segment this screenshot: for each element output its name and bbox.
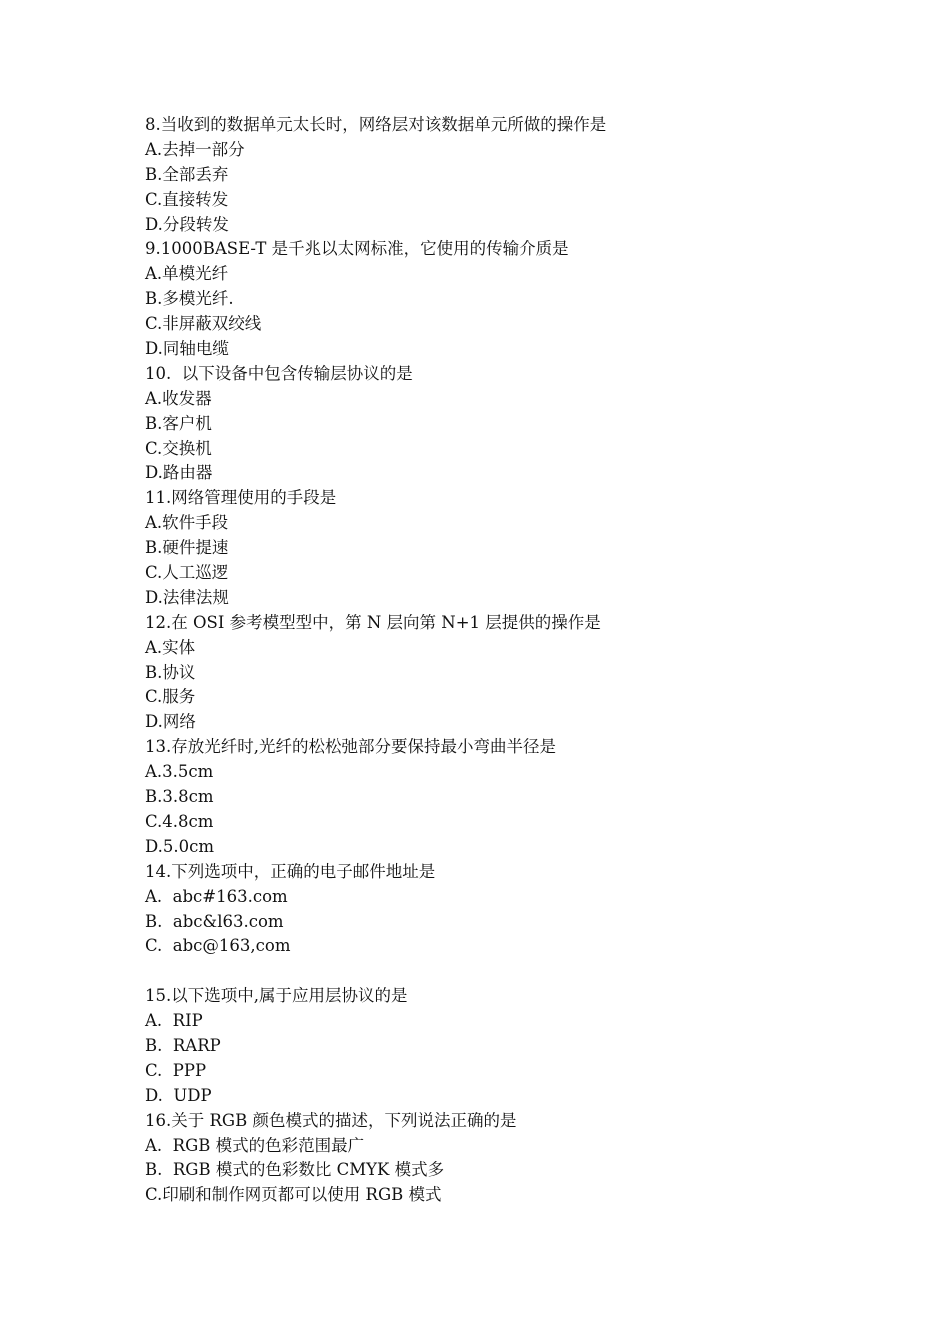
option-b: B.多模光纤. (145, 289, 234, 309)
option-b: B.硬件提速 (145, 538, 229, 558)
option-a: A. RGB 模式的色彩范围最广 (145, 1135, 365, 1155)
option-d: D.5.0cm (145, 836, 215, 856)
option-a: A.收发器 (145, 388, 212, 408)
question-stem: 11.网络管理使用的手段是 (145, 488, 337, 508)
option-c: C.4.8cm (145, 811, 214, 831)
option-b: B.3.8cm (145, 787, 214, 807)
option-a: A.3.5cm (145, 762, 214, 782)
option-c: C.交换机 (145, 438, 212, 458)
option-a: A. abc#163.com (145, 886, 288, 906)
option-d: D.路由器 (145, 463, 213, 483)
option-a: A.单模光纤 (145, 264, 229, 284)
option-c: C.印刷和制作网页都可以使用 RGB 模式 (145, 1185, 442, 1205)
option-c: C.非屏蔽双绞线 (145, 314, 262, 334)
blank-line (145, 959, 865, 984)
option-c: C. PPP (145, 1060, 207, 1080)
question-stem: 16.关于 RGB 颜色模式的描述，下列说法正确的是 (145, 1110, 517, 1130)
question-stem: 15.以下选项中,属于应用层协议的是 (145, 986, 408, 1006)
question-stem: 8.当收到的数据单元太长时，网络层对该数据单元所做的操作是 (145, 115, 607, 134)
option-a: A.实体 (145, 637, 196, 657)
option-d: D. UDP (145, 1085, 212, 1105)
option-d: D.同轴电缆 (145, 339, 229, 359)
option-b: B.客户机 (145, 413, 212, 433)
question-stem: 12.在 OSI 参考模型型中，第 N 层向第 N+1 层提供的操作是 (145, 612, 601, 632)
option-d: D.网络 (145, 712, 196, 732)
option-a: A.去掉一部分 (145, 139, 245, 159)
question-stem: 10. 以下设备中包含传输层协议的是 (145, 363, 413, 383)
option-b: B. RGB 模式的色彩数比 CMYK 模式多 (145, 1160, 445, 1180)
option-c: C.直接转发 (145, 189, 229, 209)
option-c: C.人工巡逻 (145, 563, 229, 583)
question-stem: 13.存放光纤时,光纤的松松弛部分要保持最小弯曲半径是 (145, 737, 556, 757)
question-list (145, 113, 865, 1208)
option-b: B.全部丢弃 (145, 164, 229, 184)
option-d: D.分段转发 (145, 214, 229, 234)
option-a: A.软件手段 (145, 513, 229, 533)
option-b: B. abc&l63.com (145, 911, 284, 931)
option-c: C. abc@163,com (145, 936, 291, 956)
option-d: D.法律法规 (145, 587, 229, 607)
option-b: B. RARP (145, 1035, 221, 1055)
option-a: A. RIP (145, 1011, 203, 1031)
question-stem: 9.1000BASE-T 是千兆以太网标准，它使用的传输介质是 (145, 239, 569, 259)
question-stem: 14.下列选项中，正确的电子邮件地址是 (145, 861, 436, 881)
option-b: B.协议 (145, 662, 196, 682)
option-c: C.服务 (145, 687, 196, 707)
